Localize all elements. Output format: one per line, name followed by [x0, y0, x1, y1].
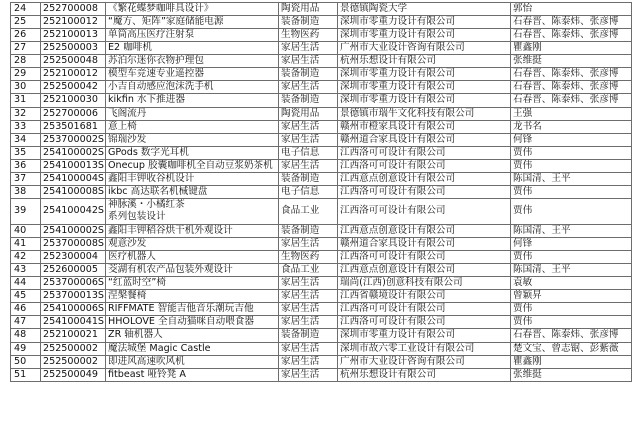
row-number-cell: 45 [11, 290, 41, 303]
row-number-cell: 44 [11, 277, 41, 290]
category-cell: 家居生活 [279, 238, 338, 251]
row-number-cell: 41 [11, 238, 41, 251]
table-row [11, 224, 632, 237]
organization-cell: 深圳市零重力设计有限公司 [338, 81, 511, 94]
project-name-cell: 小吉自动感应泡沫洗手机 [106, 81, 279, 94]
table-row [11, 68, 632, 81]
project-name-cell: 医疗机器人 [106, 251, 279, 264]
designer-cell: 石春晋、陈泰炜、张彦博 [511, 68, 632, 81]
table-row [11, 277, 632, 290]
designer-cell: 贾伟 [511, 316, 632, 329]
category-cell: 生物医药 [279, 251, 338, 264]
designer-cell: 郭怡 [511, 3, 632, 16]
row-number-cell: 34 [11, 133, 41, 146]
table-row [11, 3, 632, 16]
designer-cell: 瞿鑫刚 [511, 355, 632, 368]
organization-cell: 江西省赣境设计有限公司 [338, 290, 511, 303]
organization-cell: 景德镇陶瓷大学 [338, 3, 511, 16]
row-number-cell: 46 [11, 303, 41, 316]
category-cell: 装备制造 [279, 172, 338, 185]
table-row [11, 355, 632, 368]
row-number-cell: 24 [11, 3, 41, 16]
entry-id-cell: 252500049 [41, 368, 106, 381]
table-row [11, 264, 632, 277]
organization-cell: 广州市大业设计咨询有限公司 [338, 355, 511, 368]
designer-cell: 袁敏 [511, 277, 632, 290]
entry-id-cell: 252700008 [41, 3, 106, 16]
entry-id-cell: 254100004S [41, 172, 106, 185]
project-name-cell: 单筒高压医疗注射泵 [106, 29, 279, 42]
row-number-cell: 47 [11, 316, 41, 329]
organization-cell: 江西洛可可设计有限公司 [338, 303, 511, 316]
project-name-cell: kikfin 水下推进器 [106, 94, 279, 107]
project-name-cell: 苏泊尔迷你衣物护理包 [106, 55, 279, 68]
row-number-cell: 26 [11, 29, 41, 42]
organization-cell: 瑞尚(江西)创意科技有限公司 [338, 277, 511, 290]
entry-id-cell: 252600005 [41, 264, 106, 277]
row-number-cell: 36 [11, 159, 41, 172]
row-number-cell: 33 [11, 120, 41, 133]
entry-id-cell: 252500048 [41, 55, 106, 68]
project-name-cell: 锦瑞沙发 [106, 133, 279, 146]
table-row [11, 94, 632, 107]
project-name-cell: 观意沙发 [106, 238, 279, 251]
entry-id-cell: 254100002S [41, 224, 106, 237]
row-number-cell: 40 [11, 224, 41, 237]
designer-cell: 瞿鑫刚 [511, 42, 632, 55]
designer-cell: 张维挺 [511, 368, 632, 381]
entry-id-cell: 252100013 [41, 29, 106, 42]
project-name-cell: 鑫阳丰钾稻谷烘干机外观设计 [106, 224, 279, 237]
category-cell: 装备制造 [279, 16, 338, 29]
designer-cell: 石春晋、陈泰炜、张彦博 [511, 81, 632, 94]
entry-id-cell: 252100030 [41, 94, 106, 107]
project-name-cell: 意上椅 [106, 120, 279, 133]
row-number-cell: 32 [11, 107, 41, 120]
organization-cell: 江西意点创意设计有限公司 [338, 264, 511, 277]
category-cell: 家居生活 [279, 120, 338, 133]
organization-cell: 深圳市零重力设计有限公司 [338, 16, 511, 29]
project-name-cell: 鑫阳丰钾收谷机设计 [106, 172, 279, 185]
project-name-cell: 飞阁流丹 [106, 107, 279, 120]
row-number-cell: 39 [11, 198, 41, 224]
row-number-cell: 29 [11, 68, 41, 81]
category-cell: 电子信息 [279, 146, 338, 159]
organization-cell: 江西洛可可设计有限公司 [338, 159, 511, 172]
designer-cell: 贾伟 [511, 251, 632, 264]
designer-cell: 石春晋、陈泰炜、张彦博 [511, 329, 632, 342]
entry-id-cell: 254100002S [41, 146, 106, 159]
project-name-cell: fitbeast 哑铃凳 A [106, 368, 279, 381]
project-name-cell: 魔法城堡 Magic Castle [106, 342, 279, 355]
category-cell: 装备制造 [279, 68, 338, 81]
entry-id-cell: 252500042 [41, 81, 106, 94]
organization-cell: 江西意点创意设计有限公司 [338, 224, 511, 237]
organization-cell: 深圳市故六零工业设计有限公司 [338, 342, 511, 355]
organization-cell: 广州市大业设计咨询有限公司 [338, 42, 511, 55]
table-row [11, 303, 632, 316]
category-cell: 食品工业 [279, 198, 338, 224]
category-cell: 装备制造 [279, 329, 338, 342]
project-name-cell: ikbc 高达联名机械键盘 [106, 185, 279, 198]
category-cell: 家居生活 [279, 133, 338, 146]
designer-cell: 曾颖昇 [511, 290, 632, 303]
row-number-cell: 37 [11, 172, 41, 185]
organization-cell: 江西洛可可设计有限公司 [338, 316, 511, 329]
table-row [11, 342, 632, 355]
table-row [11, 172, 632, 185]
table-row [11, 251, 632, 264]
row-number-cell: 48 [11, 329, 41, 342]
row-number-cell: 35 [11, 146, 41, 159]
project-name-cell: ZR 轴机器人 [106, 329, 279, 342]
project-name-cell: RIFFMATE 智能吉他音乐潮玩吉他 [106, 303, 279, 316]
row-number-cell: 30 [11, 81, 41, 94]
organization-cell: 深圳市零重力设计有限公司 [338, 29, 511, 42]
category-cell: 食品工业 [279, 264, 338, 277]
entry-id-cell: 252100012 [41, 16, 106, 29]
project-name-cell: “魔方、矩阵”家庭储能电源 [106, 16, 279, 29]
row-number-cell: 25 [11, 16, 41, 29]
designer-cell: 贾伟 [511, 185, 632, 198]
organization-cell: 江西洛可可设计有限公司 [338, 185, 511, 198]
entry-id-cell: 254100042S [41, 198, 106, 224]
category-cell: 家居生活 [279, 55, 338, 68]
project-name-cell: E2 咖啡机 [106, 42, 279, 55]
category-cell: 生物医药 [279, 29, 338, 42]
category-cell: 装备制造 [279, 224, 338, 237]
organization-cell: 赣州市橙家具设计有限公司 [338, 120, 511, 133]
entry-id-cell: 252300004 [41, 251, 106, 264]
organization-cell: 深圳市零重力设计有限公司 [338, 329, 511, 342]
entry-id-cell: 254100006S [41, 303, 106, 316]
organization-cell: 赣州道合家具设计有限公司 [338, 238, 511, 251]
table-row [11, 55, 632, 68]
table-body [11, 3, 632, 382]
organization-cell: 杭州乐想设计有限公司 [338, 368, 511, 381]
category-cell: 家居生活 [279, 290, 338, 303]
project-name-cell: “红蓝时空”椅 [106, 277, 279, 290]
table-row [11, 42, 632, 55]
category-cell: 电子信息 [279, 185, 338, 198]
category-cell: 家居生活 [279, 342, 338, 355]
row-number-cell: 49 [11, 342, 41, 355]
designer-cell: 王强 [511, 107, 632, 120]
row-number-cell: 51 [11, 368, 41, 381]
entry-id-cell: 254100013S [41, 159, 106, 172]
project-name-cell: Onecup 胶囊咖啡机全自动豆浆奶茶机 [106, 159, 279, 172]
organization-cell: 杭州乐想设计有限公司 [338, 55, 511, 68]
table-row [11, 29, 632, 42]
designer-cell: 龙书名 [511, 120, 632, 133]
table-row [11, 185, 632, 198]
project-name-cell: HHOLOVE 全自动猫咪自动喂食器 [106, 316, 279, 329]
project-name-cell: 模型车竞速专业遥控器 [106, 68, 279, 81]
table-row [11, 120, 632, 133]
designer-cell: 陈国清、王平 [511, 264, 632, 277]
category-cell: 陶瓷用品 [279, 107, 338, 120]
organization-cell: 赣州道合家具设计有限公司 [338, 133, 511, 146]
designer-cell: 贾伟 [511, 303, 632, 316]
designer-cell: 石春晋、陈泰炜、张彦博 [511, 16, 632, 29]
entry-id-cell: 252700006 [41, 107, 106, 120]
table-row [11, 368, 632, 381]
category-cell: 家居生活 [279, 42, 338, 55]
project-name-cell: 神脉溪・小橘红茶 系列包装设计 [106, 198, 279, 224]
entry-id-cell: 253700013S [41, 290, 106, 303]
designer-cell: 石春晋、陈泰炜、张彦博 [511, 29, 632, 42]
entry-id-cell: 253700008S [41, 238, 106, 251]
category-cell: 家居生活 [279, 159, 338, 172]
table-row [11, 238, 632, 251]
category-cell: 家居生活 [279, 81, 338, 94]
entry-id-cell: 254100041S [41, 316, 106, 329]
designer-cell: 石春晋、陈泰炜、张彦博 [511, 94, 632, 107]
designer-cell: 贾伟 [511, 146, 632, 159]
project-name-cell: 《繁花蝶梦咖啡具设计》 [106, 3, 279, 16]
organization-cell: 深圳市零重力设计有限公司 [338, 68, 511, 81]
entry-id-cell: 254100008S [41, 185, 106, 198]
organization-cell: 江西洛可可设计有限公司 [338, 146, 511, 159]
category-cell: 家居生活 [279, 316, 338, 329]
table-row [11, 198, 632, 224]
category-cell: 陶瓷用品 [279, 3, 338, 16]
row-number-cell: 42 [11, 251, 41, 264]
entry-id-cell: 252500003 [41, 42, 106, 55]
results-table [10, 2, 632, 382]
organization-cell: 江西意点创意设计有限公司 [338, 172, 511, 185]
designer-cell: 楚文宝、曾志锯、彭紫薇 [511, 342, 632, 355]
row-number-cell: 38 [11, 185, 41, 198]
category-cell: 家居生活 [279, 368, 338, 381]
table-row [11, 81, 632, 94]
designer-cell: 陈国清、王平 [511, 172, 632, 185]
table-row [11, 16, 632, 29]
organization-cell: 景德镇市瑞牛文化科技有限公司 [338, 107, 511, 120]
project-name-cell: 即进风高速吹风机 [106, 355, 279, 368]
category-cell: 家居生活 [279, 355, 338, 368]
table-row [11, 316, 632, 329]
category-cell: 家居生活 [279, 303, 338, 316]
entry-id-cell: 252100012 [41, 68, 106, 81]
category-cell: 家居生活 [279, 277, 338, 290]
organization-cell: 江西洛可可设计有限公司 [338, 198, 511, 224]
designer-cell: 陈国清、王平 [511, 224, 632, 237]
organization-cell: 江西洛可可设计有限公司 [338, 251, 511, 264]
table-row [11, 133, 632, 146]
row-number-cell: 31 [11, 94, 41, 107]
designer-cell: 贾伟 [511, 159, 632, 172]
entry-id-cell: 253700002S [41, 133, 106, 146]
designer-cell: 贾伟 [511, 198, 632, 224]
project-name-cell: GPods 数字光耳机 [106, 146, 279, 159]
table-row [11, 107, 632, 120]
organization-cell: 深圳市零重力设计有限公司 [338, 94, 511, 107]
category-cell: 装备制造 [279, 94, 338, 107]
row-number-cell: 28 [11, 55, 41, 68]
table-row [11, 290, 632, 303]
row-number-cell: 43 [11, 264, 41, 277]
designer-cell: 张维挺 [511, 55, 632, 68]
designer-cell: 何锋 [511, 238, 632, 251]
entry-id-cell: 252100021 [41, 329, 106, 342]
entry-id-cell: 253501681 [41, 120, 106, 133]
entry-id-cell: 253700006S [41, 277, 106, 290]
table-row [11, 329, 632, 342]
table-row [11, 146, 632, 159]
project-name-cell: 涅槃餐椅 [106, 290, 279, 303]
entry-id-cell: 252500002 [41, 355, 106, 368]
row-number-cell: 27 [11, 42, 41, 55]
project-name-cell: 茭湖有机农产品包装外观设计 [106, 264, 279, 277]
entry-id-cell: 252500002 [41, 342, 106, 355]
designer-cell: 何锋 [511, 133, 632, 146]
table-row [11, 159, 632, 172]
row-number-cell: 50 [11, 355, 41, 368]
